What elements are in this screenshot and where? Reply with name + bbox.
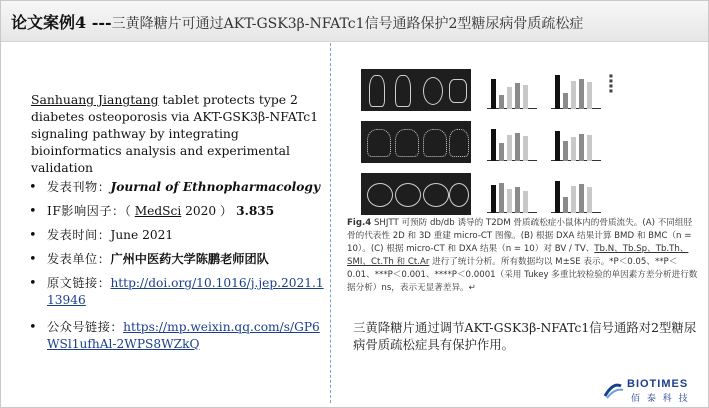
- title-bar: [1, 1, 708, 42]
- bullet-icon: •: [29, 276, 37, 291]
- unit-label: 发表单位：: [47, 252, 111, 266]
- bar-chart: [551, 121, 601, 165]
- figure-row-a: [361, 67, 631, 115]
- biotimes-logo: [601, 376, 701, 404]
- paper-info-list: [29, 179, 329, 360]
- if-source-year: 2020 ）: [181, 204, 233, 218]
- micro-ct-image: [361, 173, 471, 215]
- date-value: June 2021: [110, 228, 174, 242]
- bullet-icon: •: [29, 320, 37, 335]
- bar-chart: [487, 69, 537, 113]
- case-label: 论文案例4 ---: [11, 13, 112, 32]
- bullet-icon: •: [29, 180, 37, 195]
- bullet-icon: •: [29, 228, 37, 243]
- journal-label: 发表刊物：: [47, 180, 111, 194]
- if-value: 3.835: [236, 204, 275, 218]
- if-source: MedSci: [134, 204, 182, 218]
- bar-chart: [487, 121, 537, 165]
- paper-english-title: [31, 91, 321, 176]
- paper-title-drug: Sanhuang Jiangtang: [31, 92, 159, 107]
- figure-row-b: [361, 119, 631, 167]
- info-impact-factor: [29, 203, 329, 220]
- original-link[interactable]: http://doi.org/10.1016/j.jep.2021.113946: [47, 276, 324, 307]
- paper-title-rest: tablet protects type 2 diabetes osteoporosis via AKT-GSK3β-NFATc1 signaling pathway by integrating bioinformatics analysis and experimental validation: [31, 92, 319, 175]
- figure-row-c: [361, 171, 631, 219]
- figure-caption: [347, 217, 699, 295]
- if-label: IF影响因子：: [47, 204, 125, 218]
- bar-chart: [551, 69, 601, 113]
- case-title: 三黄降糖片可通过AKT-GSK3β-NFATc1信号通路保护2型糖尿病骨质疏松症: [111, 16, 584, 32]
- logo-english: BIOTIMES: [627, 378, 689, 390]
- biotimes-logo-icon: [601, 378, 625, 402]
- bar-chart: [487, 173, 537, 217]
- caption-text-c: 进行了统计分析。所有数据均以 M±SE 表示。*P＜0.05、**P＜0.01、***P＜0.001、****P＜0.0001（采用 Tukey 多重比较检验的单因素方差分析进行数据分析）ns，表示无显著差异。↵: [347, 257, 698, 293]
- page-title: [11, 10, 583, 33]
- info-wechat-link: [29, 319, 329, 353]
- info-journal: [29, 179, 329, 196]
- bullet-icon: •: [29, 204, 37, 219]
- wechat-label: 公众号链接：: [47, 320, 124, 334]
- wechat-link[interactable]: https://mp.weixin.qq.com/s/GP6WSl1ufhAl-2WPS8WZkQ: [47, 320, 320, 351]
- bullet-icon: •: [29, 252, 37, 267]
- info-unit: [29, 251, 329, 268]
- info-date: [29, 227, 329, 244]
- micro-ct-image: [361, 121, 471, 163]
- micro-ct-image: [361, 69, 471, 111]
- caption-figure-label: Fig.4: [347, 218, 372, 228]
- date-label: 发表时间：: [47, 228, 111, 242]
- conclusion-text: 三黄降糖片通过调节AKT-GSK3β-NFATc1信号通路对2型糖尿病骨质疏松症具有保护作用。: [353, 320, 697, 352]
- info-original-link: [29, 275, 329, 309]
- unit-value: 广州中医药大学陈鹏老师团队: [110, 252, 269, 266]
- link-label: 原文链接：: [47, 276, 111, 290]
- figure-legend: ■ ■ ■ ■: [609, 73, 613, 93]
- caption-text-b: Tb.N、Tb.Sp、Tb.Th、SMI、Ct.Th 和 Ct.Ar: [347, 244, 689, 267]
- bar-chart: [551, 173, 601, 217]
- column-divider: [330, 43, 331, 403]
- logo-chinese: 佰 泰 科 技: [631, 394, 690, 404]
- journal-value: Journal of Ethnopharmacology: [110, 180, 321, 194]
- if-source-open: （: [124, 204, 135, 218]
- caption-text-a: SHJTT 可预防 db/db 诱导的 T2DM 骨质疏松症小鼠体内的骨质流失。(A) 不同组胫骨的代表性 2D 和 3D 重建 micro-CT 图像。(B) 根据 DXA 结果计算 BMD 和 BMC（n = 10）。(C) 根据 micro-CT 和 DXA 结果（n = 10）对 BV / TV、: [347, 218, 693, 254]
- figure-4: [361, 67, 631, 219]
